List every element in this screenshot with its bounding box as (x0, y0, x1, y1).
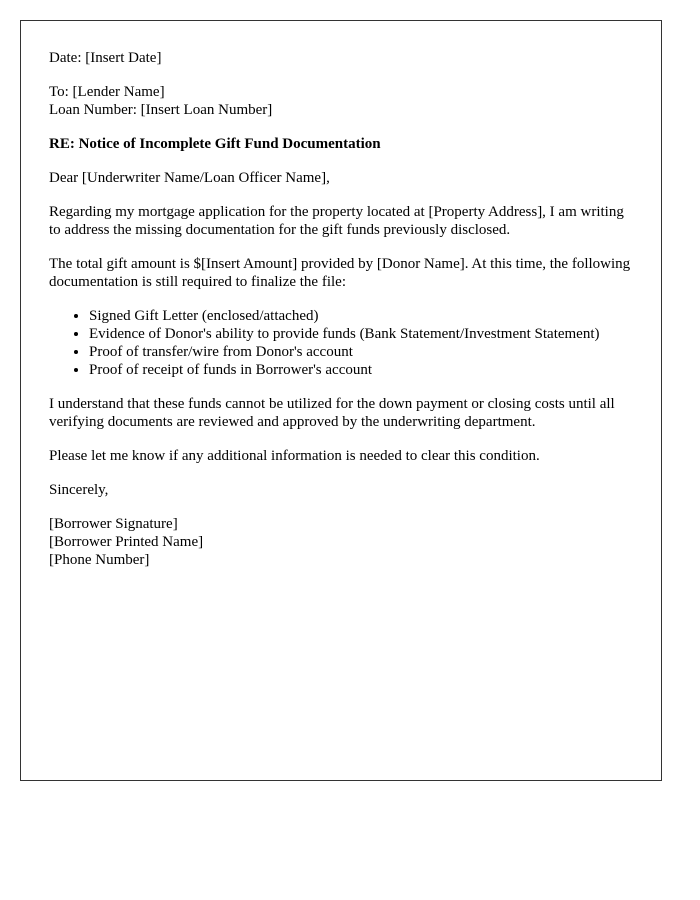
list-item: • Proof of receipt of funds in Borrower's account (89, 361, 634, 379)
body-paragraph-3: I understand that these funds cannot be utilized for the down payment or closing costs until all verifying documents are reviewed and approved by the underwriting department. (49, 396, 615, 430)
closing: Sincerely, (49, 482, 109, 498)
list-item: • Signed Gift Letter (enclosed/attached) (89, 307, 634, 325)
salutation: Dear [Underwriter Name/Loan Officer Name], (49, 170, 330, 186)
signature-block (49, 515, 634, 569)
body-paragraph-1: Regarding my mortgage application for the property located at [Property Address], I am writing to address the missing documentation for the gift funds previously disclosed. (49, 204, 624, 238)
required-documents-list (49, 307, 634, 379)
signature: [Borrower Signature] (49, 516, 178, 532)
to-line: To: [Lender Name] (49, 84, 165, 100)
list-item: • Proof of transfer/wire from Donor's account (89, 343, 634, 361)
body-paragraph-4: Please let me know if any additional information is needed to clear this condition. (49, 448, 540, 464)
date-line: Date: [Insert Date] (49, 50, 162, 66)
body-paragraph-2: The total gift amount is $[Insert Amount] provided by [Donor Name]. At this time, the following documentation is still required to finalize the file: (49, 256, 631, 290)
recipient-block (49, 83, 634, 119)
list-item: • Evidence of Donor's ability to provide funds (Bank Statement/Investment Statement) (89, 325, 634, 343)
phone-number: [Phone Number] (49, 552, 150, 568)
subject-line: RE: Notice of Incomplete Gift Fund Documentation (49, 136, 381, 152)
letter-page (20, 20, 662, 781)
loan-number-line: Loan Number: [Insert Loan Number] (49, 102, 273, 118)
printed-name: [Borrower Printed Name] (49, 534, 204, 550)
